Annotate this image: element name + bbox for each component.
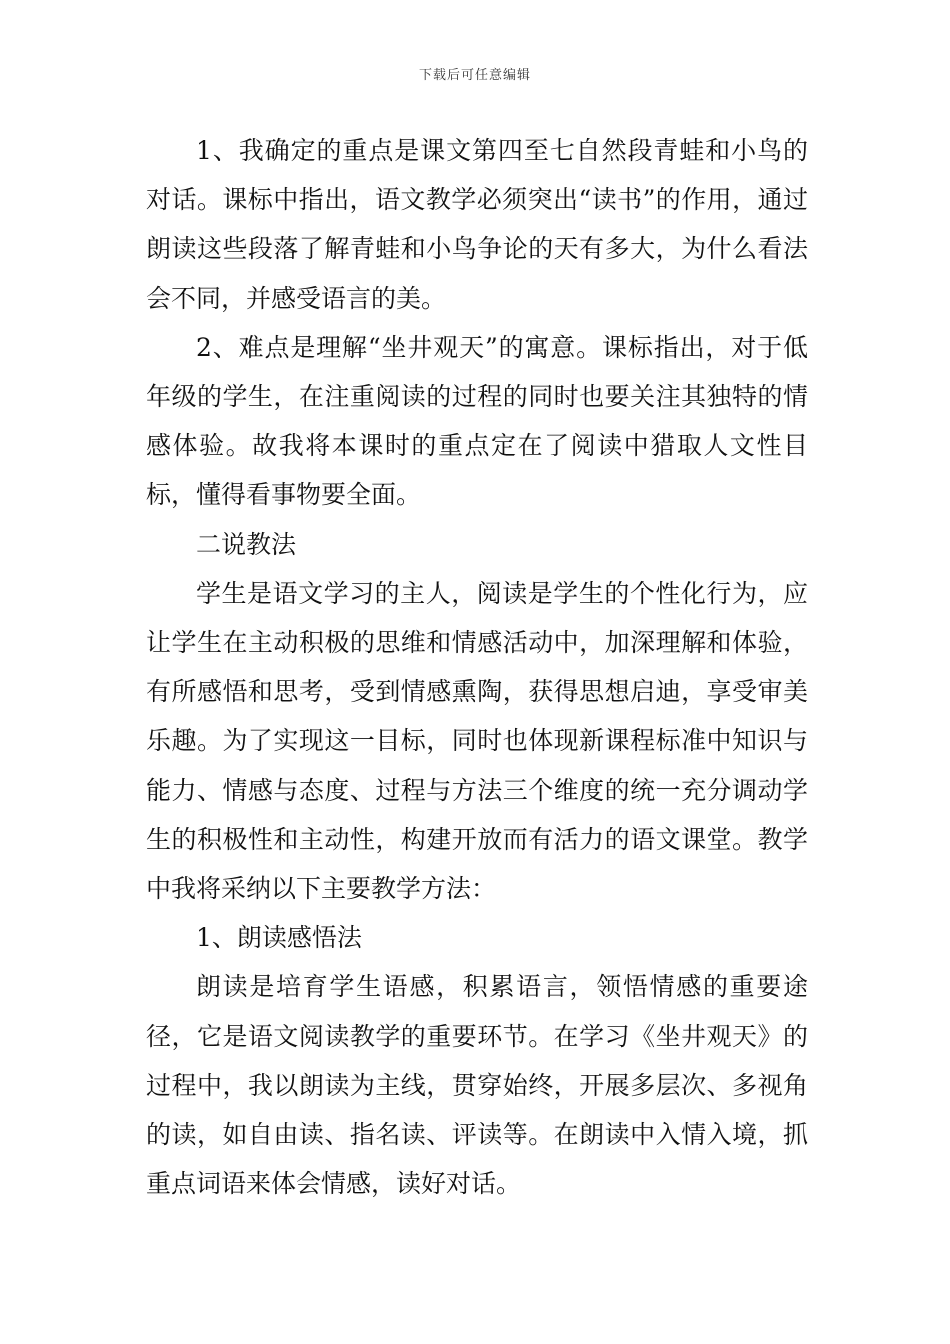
document-body bbox=[146, 126, 808, 1208]
paragraph-key-point: 1、我确定的重点是课文第四至七自然段青蛙和小鸟的对话。课标中指出，语文教学必须突出“读书”的作用，通过朗读这些段落了解青蛙和小鸟争论的天有多大，为什么看法会不同，并感受语言的美。 bbox=[146, 136, 808, 313]
paragraph-difficult-point: 2、难点是理解“坐井观天”的寓意。课标指出，对于低年级的学生，在注重阅读的过程的同时也要关注其独特的情感体验。故我将本课时的重点定在了阅读中猎取人文性目标，懂得看事物要全面。 bbox=[146, 332, 808, 510]
paragraph-reading-method: 朗读是培育学生语感，积累语言，领悟情感的重要途径，它是语文阅读教学的重要环节。在学习《坐井观天》的过程中，我以朗读为主线，贯穿始终，开展多层次、多视角的读，如自由读、指名读、评读等。在朗读中入情入境，抓重点词语来体会情感，读好对话。 bbox=[146, 972, 808, 1199]
subheading-reading-method: 1、朗读感悟法 bbox=[196, 923, 362, 953]
section-heading-teaching-method: 二说教法 bbox=[196, 529, 297, 559]
paragraph-teaching-method: 学生是语文学习的主人，阅读是学生的个性化行为，应让学生在主动积极的思维和情感活动中，加深理解和体验，有所感悟和思考，受到情感熏陶，获得思想启迪，享受审美乐趣。为了实现这一目标，同时也体现新课程标准中知识与能力、情感与态度、过程与方法三个维度的统一充分调动学生的积极性和主动性，构建开放而有活力的语文课堂。教学中我将采纳以下主要教学方法： bbox=[146, 578, 808, 904]
page-header: 下载后可任意编辑 bbox=[418, 68, 531, 83]
